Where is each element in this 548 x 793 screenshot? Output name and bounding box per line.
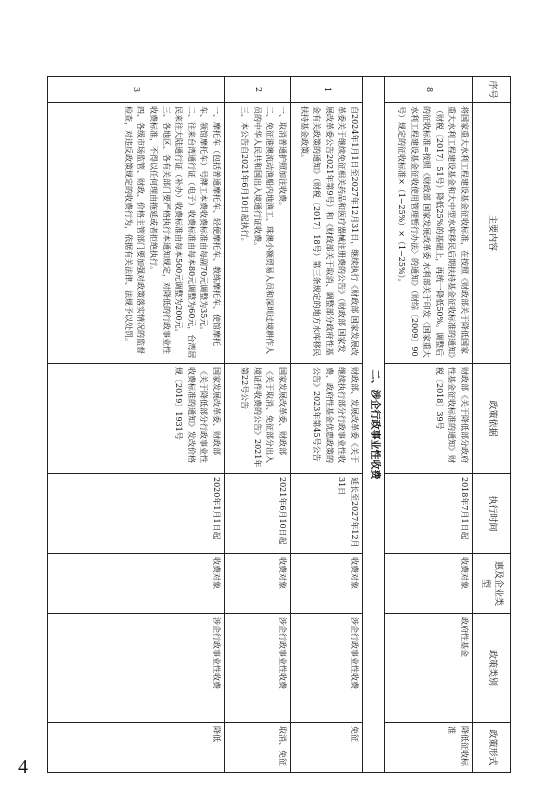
header-basis: 政策依据: [473, 364, 511, 474]
row-content: [48, 103, 225, 364]
row-basis: 财政部、发展改革委《关于继续执行部分行政事业性收费、政府性基金优惠政策的公告》2023年第45号公告: [291, 364, 363, 474]
row-category: 涉企行政事业性收费: [291, 614, 363, 723]
row-category: 政府性基金: [385, 614, 473, 723]
row-time: 2018年7月1日起: [385, 474, 473, 554]
row-no: 8: [385, 77, 473, 103]
row-type: 收费对象: [225, 554, 291, 614]
row-no: 3: [48, 77, 225, 103]
row-basis: 国家发展改革委、财政部《关于取消、免征部分出入境证件收费的公告》2021年第22号公告: [225, 364, 291, 474]
content-paragraph: 二、往来台湾通行证（电子）收费标准由每本80元调整为60元，台湾居民来往大陆通行证（补办）收费标准由每本500元调整为200元。: [174, 106, 196, 359]
header-row: [473, 77, 511, 773]
row-type: 收费对象: [48, 554, 225, 614]
row-form: 降低: [48, 723, 225, 773]
row-content: [291, 103, 363, 364]
table-row: [225, 77, 291, 773]
row-form: 取消、免征: [225, 723, 291, 773]
row-time: 2021年6月10日起: [225, 474, 291, 554]
header-time: 执行时间: [473, 474, 511, 554]
policy-table: [47, 76, 511, 773]
row-form: 免征: [291, 723, 363, 773]
content-paragraph: 四、各级市场监管、财政、价格主管部门要加强对政策落实情况的监督检查，对违反政策规定的收费行为，依据有关法律、法规予以处罚。: [123, 106, 146, 354]
row-category: 涉企行政事业性收费: [48, 614, 225, 723]
content-paragraph: 三、本公告自2021年6月10日起执行。: [240, 106, 250, 246]
row-content: [385, 103, 473, 364]
policy-table-rotated: [47, 76, 511, 772]
section-title: 二、涉企行政事业性收费: [363, 77, 385, 773]
table-row: [385, 77, 473, 773]
content-paragraph: 二、免征港澳流动渔船内地渔工、珠澳小额贸易人员和深圳过境耕作人员的中华人民共和国出入境通行证收费。: [252, 106, 275, 354]
content-paragraph: 一、摩托车（包括普通摩托车、轻便摩托车、教练摩托车、使馆摩托车、领馆摩托车）号牌工本费收费标准由每副70元调整为35元。: [199, 106, 221, 346]
row-category: 涉企行政事业性收费: [225, 614, 291, 723]
row-form: 降低征收标准: [385, 723, 473, 773]
content-paragraph: 一、取消普通护照加注收费。: [278, 106, 287, 210]
content-paragraph: 三、各地区、各有关部门要严格执行本通知规定，对降低的行政事业性收费标准，不得以任何理由拖延或者拒绝执行。: [149, 106, 171, 354]
header-category: 政策类别: [473, 614, 511, 723]
page-number: 4: [18, 756, 28, 778]
content-paragraph: 自2024年1月1日至2027年12月31日，继续执行《财政部 国家发展改革委关于继续免征相关药品和医疗器械注册费的公告》（财政部 国家发展改革委公告2021年第9号）和《财政部关于取消、调整部分政府性基金有关政策的通知》（财税〔2017〕18号）第三条规定的地方水库移民扶持基金政策。: [299, 106, 359, 357]
row-time: 延长至2027年12月31日: [291, 474, 363, 554]
section-row: [363, 77, 385, 773]
row-basis: 国家发展改革委、财政部《关于降低部分行政事业性收费标准的通知》发改价格规〔2019〕1931号: [48, 364, 225, 474]
row-no: 1: [291, 77, 363, 103]
table-row: [291, 77, 363, 773]
header-form: 政策形式: [473, 723, 511, 773]
row-content: [225, 103, 291, 364]
table-row: [48, 77, 225, 773]
row-type: 收费对象: [385, 554, 473, 614]
row-no: 2: [225, 77, 291, 103]
row-time: 2020年1月1日起: [48, 474, 225, 554]
header-no: 序号: [473, 77, 511, 103]
content-paragraph: 将国家重大水利工程建设基金征收标准，在按照《财政部关于降低国家重大水利工程建设基金和大中型水库移民后期扶持基金征收标准的通知》（财税〔2017〕51号）降低25%的基础上，再统一降低50%。调整后的征收标准=按照《财政部 国家发展改革委 水利部关于印发〈国家重大水利工程建设基金征收使用管理暂行办法〉的通知》（财综〔2009〕90号）规定的征收标准×（1−25%）×（1−25%）。: [397, 106, 469, 358]
row-basis: 财政部《关于降低部分政府性基金征收标准的通知》财税〔2018〕39号: [385, 364, 473, 474]
header-type: 惠及企业类型: [473, 554, 511, 614]
header-content: 主要内容: [473, 103, 511, 364]
row-type: 收费对象: [291, 554, 363, 614]
